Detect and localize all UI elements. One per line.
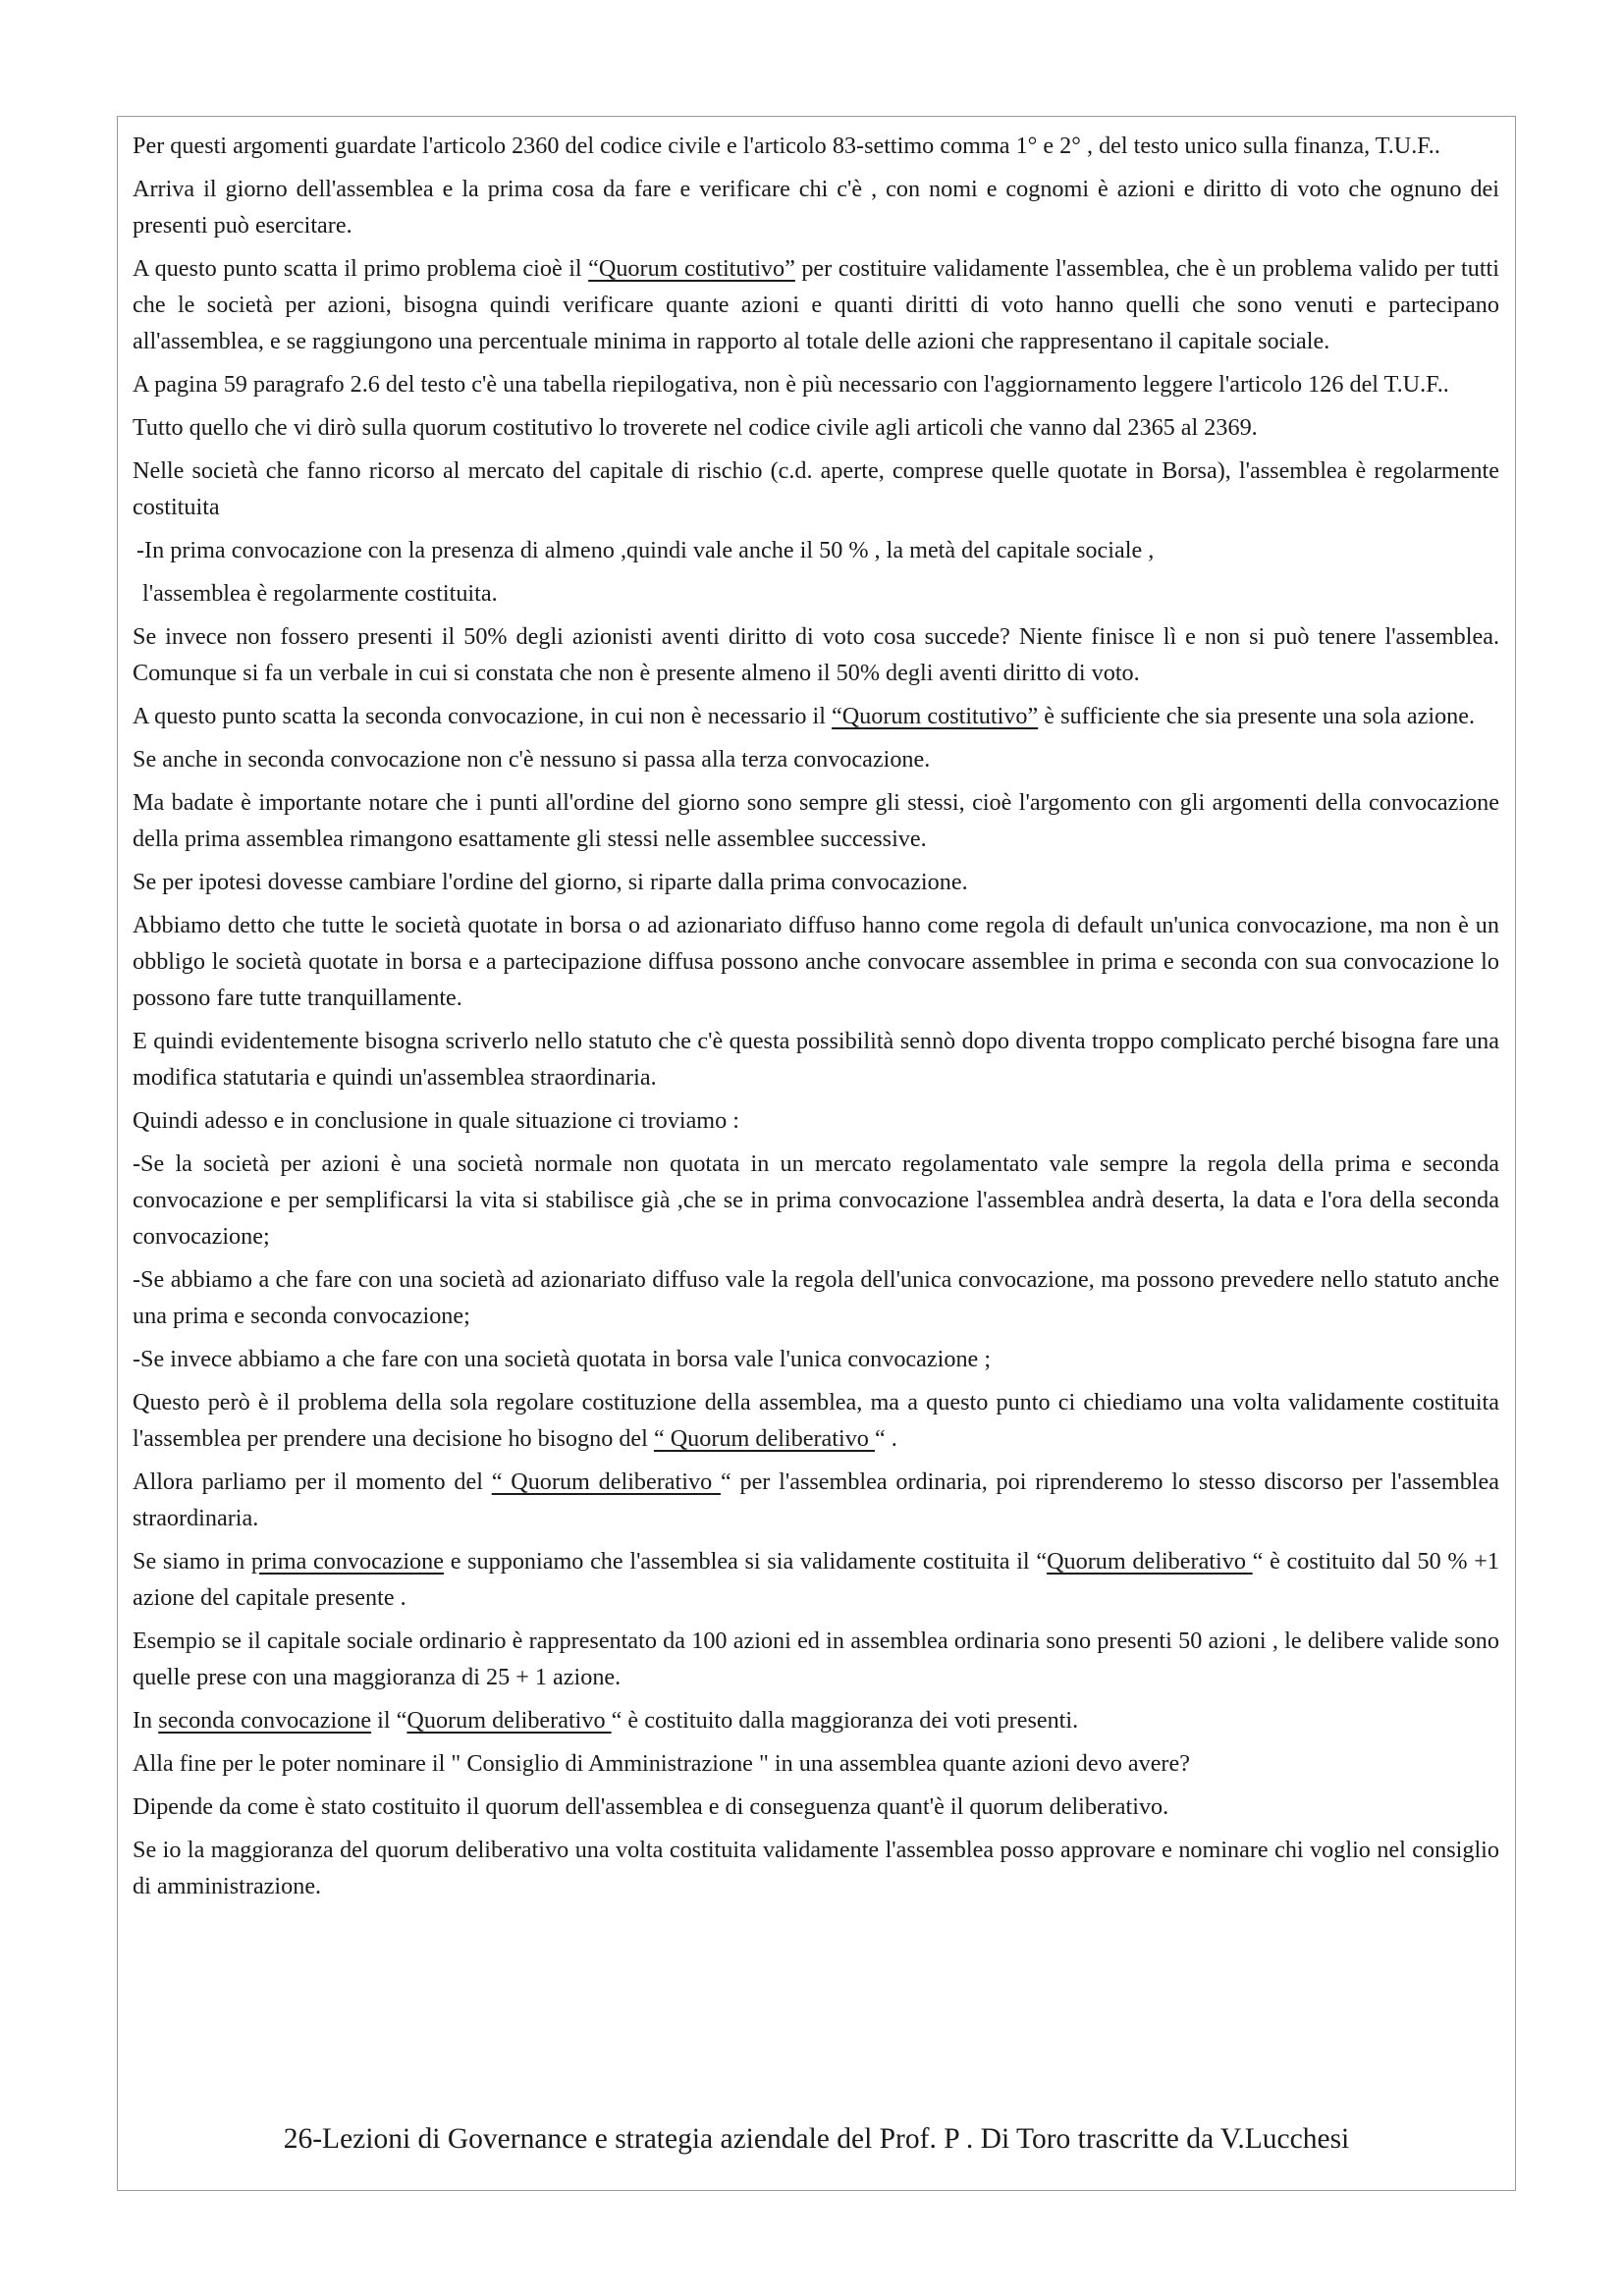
list-item: -In prima convocazione con la presenza di almeno ,quindi vale anche il 50 % , la metà del capitale sociale , [136, 537, 1155, 563]
prima-convocazione-term: prima convocazione [250, 1548, 444, 1575]
paragraph: A questo punto scatta il primo problema cioè il “Quorum costitutivo” per costituire validamente l'assemblea, che è un problema valido per tutti che le società per azioni, bisogna quindi verificare quante azioni e quanti diritti di voto hanno quelli che sono venuti e partecipano all'assemblea, e se raggiungono una percentuale minima in rapporto al totale delle azioni che rappresentano il capitale sociale. [133, 255, 1499, 354]
paragraph: Arriva il giorno dell'assemblea e la prima cosa da fare e verificare chi c'è , con nomi e cognomi è azioni e diritto di voto che ognuno dei presenti può esercitare. [133, 176, 1499, 239]
paragraph: Per questi argomenti guardate l'articolo 2360 del codice civile e l'articolo 83-settimo comma 1° e 2° , del testo unico sulla finanza, T.U.F.. [133, 133, 1440, 159]
document-body [133, 128, 1499, 1911]
quorum-deliberativo-term: Quorum deliberativo [1047, 1548, 1253, 1575]
paragraph: Se per ipotesi dovesse cambiare l'ordine del giorno, si riparte dalla prima convocazione. [133, 869, 968, 895]
paragraph: Allora parliamo per il momento del “ Quorum deliberativo “ per l'assemblea ordinaria, poi riprenderemo lo stesso discorso per l'assemblea straordinaria. [133, 1468, 1500, 1531]
paragraph: Tutto quello che vi dirò sulla quorum costitutivo lo troverete nel codice civile agli articoli che vanno dal 2365 al 2369. [133, 414, 1258, 441]
paragraph: In seconda convocazione il “Quorum deliberativo “ è costituito dalla maggioranza dei voti presenti. [133, 1707, 1079, 1734]
paragraph: Se anche in seconda convocazione non c'è nessuno si passa alla terza convocazione. [133, 746, 931, 773]
quorum-deliberativo-term: “ Quorum deliberativo [653, 1425, 875, 1452]
paragraph: Se invece non fossero presenti il 50% degli azionisti aventi diritto di voto cosa succede? Niente finisce lì e non si può tenere l'assemblea. Comunque si fa un verbale in cui si constata che non è presente almeno il 50% degli aventi diritto di voto. [133, 623, 1499, 686]
paragraph: Alla fine per le poter nominare il " Consiglio di Amministrazione " in una assemblea quante azioni devo avere? [133, 1750, 1190, 1777]
paragraph: l'assemblea è regolarmente costituita. [142, 580, 498, 607]
list-item: -Se la società per azioni è una società normale non quotata in un mercato regolamentato vale sempre la regola della prima e seconda convocazione e per semplificarsi la vita si stabilisce già ,che se in prima convocazione l'assemblea andrà deserta, la data e l'ora della seconda convocazione; [133, 1150, 1499, 1250]
paragraph: Abbiamo detto che tutte le società quotate in borsa o ad azionariato diffuso hanno come regola di default un'unica convocazione, ma non è un obbligo le società quotate in borsa e a partecipazione diffusa possono anche convocare assemblee in prima e seconda con sua convocazione lo possono fare tutte tranquillamente. [133, 912, 1499, 1011]
paragraph: Dipende da come è stato costituito il quorum dell'assemblea e di conseguenza quant'è il quorum deliberativo. [133, 1793, 1169, 1820]
paragraph: Se siamo in prima convocazione e supponiamo che l'assemblea si sia validamente costituita il “Quorum deliberativo “ è costituito dal 50 % +1 azione del capitale presente . [133, 1548, 1499, 1611]
list-item: -Se abbiamo a che fare con una società ad azionariato diffuso vale la regola dell'unica convocazione, ma possono prevedere nello statuto anche una prima e seconda convocazione; [133, 1266, 1499, 1329]
quorum-costitutivo-term: “Quorum costitutivo” [588, 255, 795, 282]
quorum-deliberativo-term: Quorum deliberativo [406, 1707, 612, 1734]
quorum-costitutivo-term: “Quorum costitutivo” [831, 703, 1039, 729]
paragraph: Nelle società che fanno ricorso al mercato del capitale di rischio (c.d. aperte, comprese quelle quotate in Borsa), l'assemblea è regolarmente costituita [133, 457, 1499, 520]
paragraph: A questo punto scatta la seconda convocazione, in cui non è necessario il “Quorum costitutivo” è sufficiente che sia presente una sola azione. [133, 703, 1476, 729]
paragraph: Se io la maggioranza del quorum deliberativo una volta costituita validamente l'assemblea posso approvare e nominare chi voglio nel consiglio di amministrazione. [133, 1837, 1499, 1899]
paragraph: A pagina 59 paragrafo 2.6 del testo c'è una tabella riepilogativa, non è più necessario con l'aggiornamento leggere l'articolo 126 del T.U.F.. [133, 371, 1449, 398]
list-item: -Se invece abbiamo a che fare con una società quotata in borsa vale l'unica convocazione ; [133, 1346, 992, 1372]
paragraph: Esempio se il capitale sociale ordinario è rappresentato da 100 azioni ed in assemblea ordinaria sono presenti 50 azioni , le delibere valide sono quelle prese con una maggioranza di 25 + 1 azione. [133, 1628, 1499, 1690]
paragraph: Quindi adesso e in conclusione in quale situazione ci troviamo : [133, 1107, 739, 1134]
paragraph: Questo però è il problema della sola regolare costituzione della assemblea, ma a questo punto ci chiediamo una volta validamente costituita l'assemblea per prendere una decisione ho bisogno del “ Quorum deliberativo “ . [133, 1389, 1499, 1452]
paragraph: Ma badate è importante notare che i punti all'ordine del giorno sono sempre gli stessi, cioè l'argomento con gli argomenti della convocazione della prima assemblea rimangono esattamente gli stessi nelle assemblee successive. [133, 789, 1499, 852]
quorum-deliberativo-term: “ Quorum deliberativo [491, 1468, 721, 1495]
seconda-convocazione-term: seconda convocazione [158, 1707, 372, 1734]
paragraph: E quindi evidentemente bisogna scriverlo nello statuto che c'è questa possibilità sennò dopo diventa troppo complicato perché bisogna fare una modifica statutaria e quindi un'assemblea straordinaria. [133, 1028, 1499, 1091]
page-footer: 26-Lezioni di Governance e strategia aziendale del Prof. P . Di Toro trascritte da V.Lucchesi [283, 2123, 1350, 2155]
